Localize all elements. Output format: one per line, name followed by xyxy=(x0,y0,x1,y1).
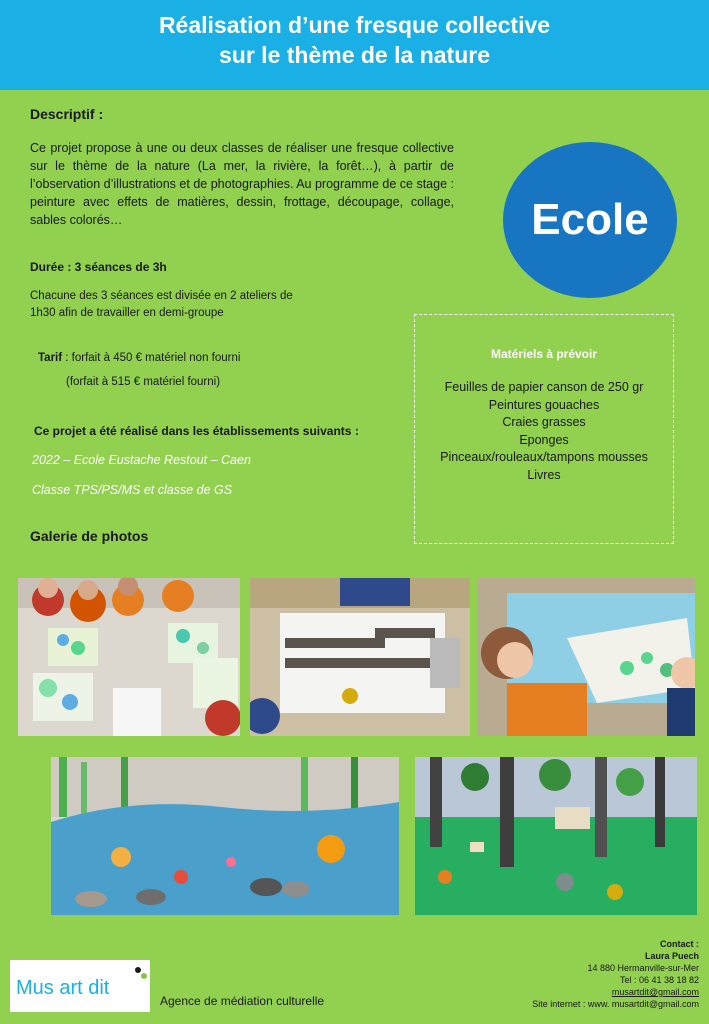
tarif-price: : forfait à 450 € matériel non fourni xyxy=(62,352,241,364)
galerie-heading: Galerie de photos xyxy=(30,528,149,544)
etablissement-line2: Classe TPS/PS/MS et classe de GS xyxy=(32,483,233,497)
duree-heading: Durée : 3 séances de 3h xyxy=(30,260,167,274)
duree-line2: 1h30 afin de travailler en demi-groupe xyxy=(30,307,224,319)
tarif-label: Tarif xyxy=(38,352,63,364)
materiel-item: Pinceaux/rouleaux/tampons mousses xyxy=(440,450,648,464)
contact-block xyxy=(532,938,699,1010)
gallery-photo-5[interactable] xyxy=(415,757,697,915)
materiels-box xyxy=(414,314,674,544)
contact-address: 14 880 Hermanville-sur-Mer xyxy=(587,963,699,973)
gallery-photo-1[interactable] xyxy=(18,578,240,736)
materiel-item: Craies grasses xyxy=(502,415,586,429)
musartdit-logo xyxy=(10,960,150,1012)
descriptif-text: Ce projet propose à une ou deux classes de réaliser une fresque collective sur le thème de la nature (La mer, la rivière, la forêt…), à partir de l’observation d’illustrations et de photographies. Au programme de ce stage : peinture avec effets de matières, dessin, frottage, découpage, collage, sables colorés… xyxy=(30,141,454,227)
contact-tel: Tel : 06 41 38 18 82 xyxy=(619,975,699,985)
etablissement-line1: 2022 – Ecole Eustache Restout – Caen xyxy=(32,453,251,467)
descriptif-heading: Descriptif : xyxy=(30,106,104,122)
materiels-title: Matériels à prévoir xyxy=(490,347,598,361)
tarif-line2: (forfait à 515 € matériel fourni) xyxy=(66,376,221,388)
contact-name: Laura Puech xyxy=(644,951,699,961)
ecole-badge xyxy=(503,142,677,298)
contact-label: Contact : xyxy=(660,939,699,949)
page-title-line1: Réalisation d’une fresque collective xyxy=(158,12,551,38)
page-header xyxy=(0,0,709,90)
contact-email[interactable]: musartdit@gmail.com xyxy=(611,987,699,997)
tarif-line1 xyxy=(38,350,240,367)
materiel-item: Peintures gouaches xyxy=(488,397,600,412)
materiel-item: Eponges xyxy=(519,432,569,447)
page-title-line2: sur le thème de la nature xyxy=(219,42,490,68)
gallery-photo-3[interactable] xyxy=(477,578,695,736)
gallery-photo-2[interactable] xyxy=(250,578,470,736)
etablissements-heading: Ce projet a été réalisé dans les établissements suivants : xyxy=(34,424,359,438)
duree-line1: Chacune des 3 séances est divisée en 2 ateliers de xyxy=(30,290,293,302)
ecole-badge-label: Ecole xyxy=(531,195,649,244)
contact-website[interactable]: Site internet : www. musartdit@gmail.com xyxy=(532,999,699,1009)
logo-text: Mus art dit xyxy=(16,977,110,999)
agency-tagline: Agence de médiation culturelle xyxy=(160,994,325,1008)
materiel-item: Feuilles de papier canson de 250 gr xyxy=(444,380,644,394)
materiel-item: Livres xyxy=(527,467,561,482)
gallery-photo-4[interactable] xyxy=(51,757,399,915)
